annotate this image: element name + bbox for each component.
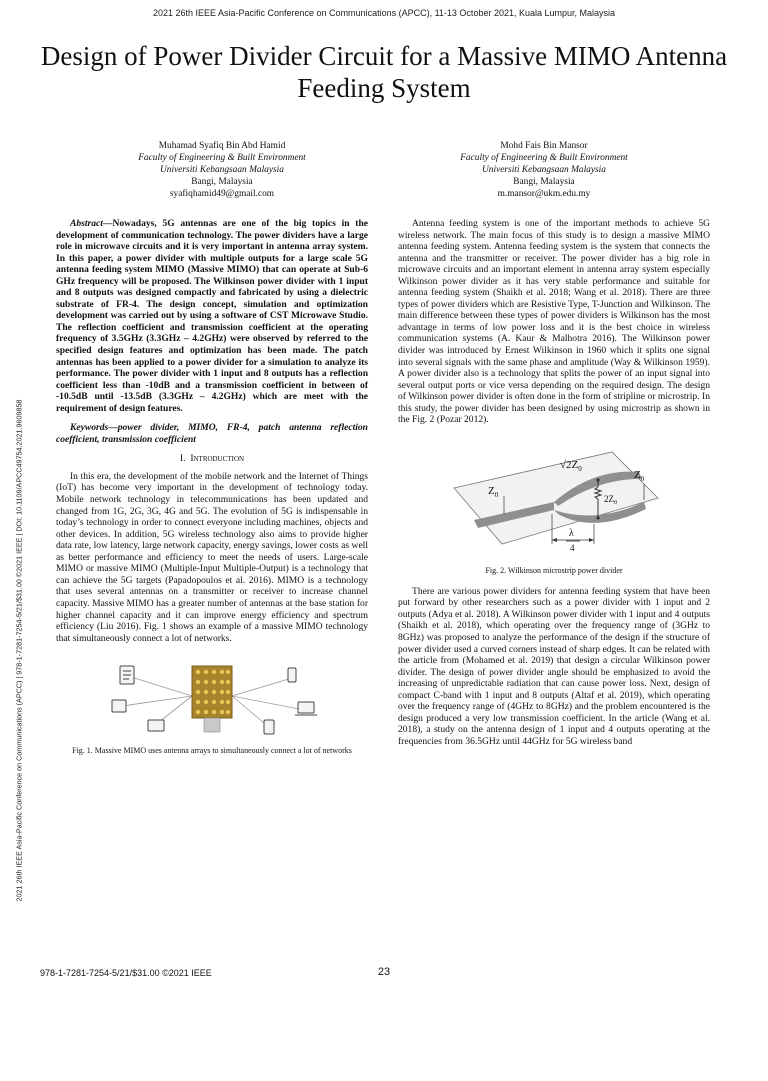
keywords: Keywords—power divider, MIMO, FR-4, patch antenna reflection coefficient, transmission coefficient (56, 422, 368, 445)
abstract-text: —Nowadays, 5G antennas are one of the big topics in the development of communication technology. The power dividers have a large role in microwave circuits and it is very important in antenna array system. In this paper, a power divider with multiple outputs for a large scale 5G antenna feeding system MIMO (Massive MIMO) that can operate at Sub-6 GHz frequency will be proposed. The Wilkinson power divider with 1 input and 8 outputs was designed compactly and fabricated by using a dielectric substrate of FR-4. The design concept, simulation and optimization development was carried out by using a software of CST Microwave Studio. The reflection coefficient and transmission coefficient at the operating frequency of 3.5GHz (3.3GHz – 4.2GHz) were observed by referred to the specified design features and optimization has been made. The patch antennas has been applied to a power divider for a simulation to analyze its performance. The power divider with 1 input and 8 outputs has a reflection coefficient less than -10dB and a transmission coefficient in between of -10.5dB until -13.5dB (3.3GHz – 4.2GHz) which are meet with the requirement of design features. (56, 218, 368, 414)
figure-2 (398, 440, 710, 576)
body-paragraph: There are various power dividers for antenna feeding system that have been put forward by other researchers such as a power divider with 1 input and 2 outputs (Adya et al. 2018). A Wilkinson power divider with 1 input and 4 outputs (Shaikh et al. 2018), which operating over the frequency range of (3GHz to 8GHz) was proposed to analyze the performance of the design if the structure of power divider used a curved corners instead of sharp edges. It can be related with the article from (Mohamed et al. 2019) that design a circular Wilkinson power divider. The design of power divider angle should be emphasized to avoid the increasing of unpredictable radiation that can cause power loss. Next, design of compact C-band with 1 input and 8 outputs (Altaf et al. 2019), which operating over the frequency range of (4GHz to 8GHz) and the problem encountered is the design produced a very low transmission coefficient. In the article (Wang et al. 2018), a study on the antenna design of 1 input and 4 outputs operating at the frequencies from 36.5GHz until 44GHz for 5G wireless band (398, 585, 710, 747)
label-z0-output: $Z_0$ (634, 468, 645, 483)
body-paragraph: Antenna feeding system is one of the important methods to achieve 5G wireless network. The main focus of this study is to design a massive MIMO antenna feeding system. Antenna feeding system is the system that connects the antenna and the transmitter or receiver. The power divider has a big role in microwave circuits and an important element in antenna array system especially Wilkinson power divider as it has very stable performance and suitable for antenna feeding system (Shaikh et al. 2018; Wang et al. 2018). There are three types of power dividers which are Resistive Type, T-Junction and Wilkinson. The main difference between these types of power dividers is Wilkinson has the most advantage in terms of low power loss and it is the best choice in wireless communication systems (A. Kaur & Malhotra 2016). The Wilkinson power divider was introduced by Ernest Wilkinson in 1960 which it splits one signal into several signals with the same phase and amplitude (Way & Wilkinson 1959). A power divider also is a technology that splits the power of an input signal into several output ports or vice versa depending on the required design. The design of Wilkinson power divider is often done in the form of stripline or microstrip. In this study, the power divider has been designed by using microstrip as shown in the Fig. 2 (Pozar 2012). (398, 218, 710, 426)
author-block-1 (72, 140, 372, 200)
conference-header: 2021 26th IEEE Asia-Pacific Conference on Communications (APCC), 11-13 October 2021, Kuala Lumpur, Malaysia (152, 8, 616, 18)
author-location: Bangi, Malaysia (513, 177, 575, 187)
massive-mimo-illustration (92, 658, 332, 738)
paper-title: Design of Power Divider Circuit for a Massive MIMO Antenna Feeding System (40, 41, 728, 103)
figure-2-caption: Fig. 2. Wilkinson microstrip power divider (485, 565, 623, 575)
side-identifier: 2021 26th IEEE Asia-Pacific Conference on Communications (APCC) | 978-1-7281-7254-5/21/$31.00 ©2021 IEEE | DOI: 10.1109/APCC49754.2021.9609858 (14, 399, 24, 902)
author-location: Bangi, Malaysia (191, 177, 253, 187)
figure-1-caption: Fig. 1. Massive MIMO uses antenna arrays to simultaneously connect a lot of networks (72, 746, 352, 756)
left-column (56, 218, 368, 756)
page-number: 23 (377, 966, 391, 978)
label-sqrt2-z0: $√2Z_0$ (560, 458, 582, 473)
author-university: Universiti Kebangsaan Malaysia (482, 165, 606, 175)
wilkinson-divider-diagram (444, 440, 664, 558)
author-affiliation: Faculty of Engineering & Built Environment (460, 153, 628, 163)
figure-1 (56, 658, 368, 756)
author-name: Muhamad Syafiq Bin Abd Hamid (158, 141, 286, 151)
label-lambda: λ (569, 527, 574, 539)
footer-isbn: 978-1-7281-7254-5/21/$31.00 ©2021 IEEE (40, 968, 212, 978)
author-affiliation: Faculty of Engineering & Built Environment (138, 153, 306, 163)
label-z0-input: $Z_0$ (488, 484, 499, 499)
section-number: I. (179, 453, 186, 465)
author-email: syafiqhamid49@gmail.com (169, 189, 275, 199)
author-university: Universiti Kebangsaan Malaysia (160, 165, 284, 175)
section-title: Introduction (190, 453, 245, 465)
label-2z0-resistor: $2Z_0$ (604, 493, 617, 506)
section-heading-introduction (56, 453, 368, 465)
author-email: m.mansor@ukm.edu.my (497, 189, 591, 199)
author-block-2 (394, 140, 694, 200)
abstract (56, 218, 368, 414)
author-name: Mohd Fais Bin Mansor (500, 141, 588, 151)
intro-paragraph: In this era, the development of the mobile network and the Internet of Things (IoT) has become very important in the development of technology today. Mobile network technology in telecommunications has been updated and changed from 1G, 2G, 3G, 4G and 5G. The evolution of 5G is indispensable in today’s technology in order to connect everyone including machines, objects and other devices. In addition, 5G wireless technology also aims to provide higher data rate, low latency, large network capacity, energy savings, lower costs as well as better performance and efficiency to meet the needs of users. Large-scale MIMO or massive MIMO (Multiple-Input Multiple-Output) is a technology that can achieve the 5G targets (Papadopoulos et al. 2016). MIMO is a technology that uses several antennas on a transmitter or receiver to increase channel capacity. Massive MIMO has a greater number of antennas at the base station for higher channel capacity and it can improve energy efficiency and spectrum efficiency (Liu 2016). Fig. 1 shows an example of a massive MIMO technology that simultaneously connect a lot of networks. (56, 470, 368, 644)
right-column (398, 218, 710, 748)
abstract-lead: Abstract (70, 218, 103, 229)
label-four: 4 (570, 542, 575, 553)
